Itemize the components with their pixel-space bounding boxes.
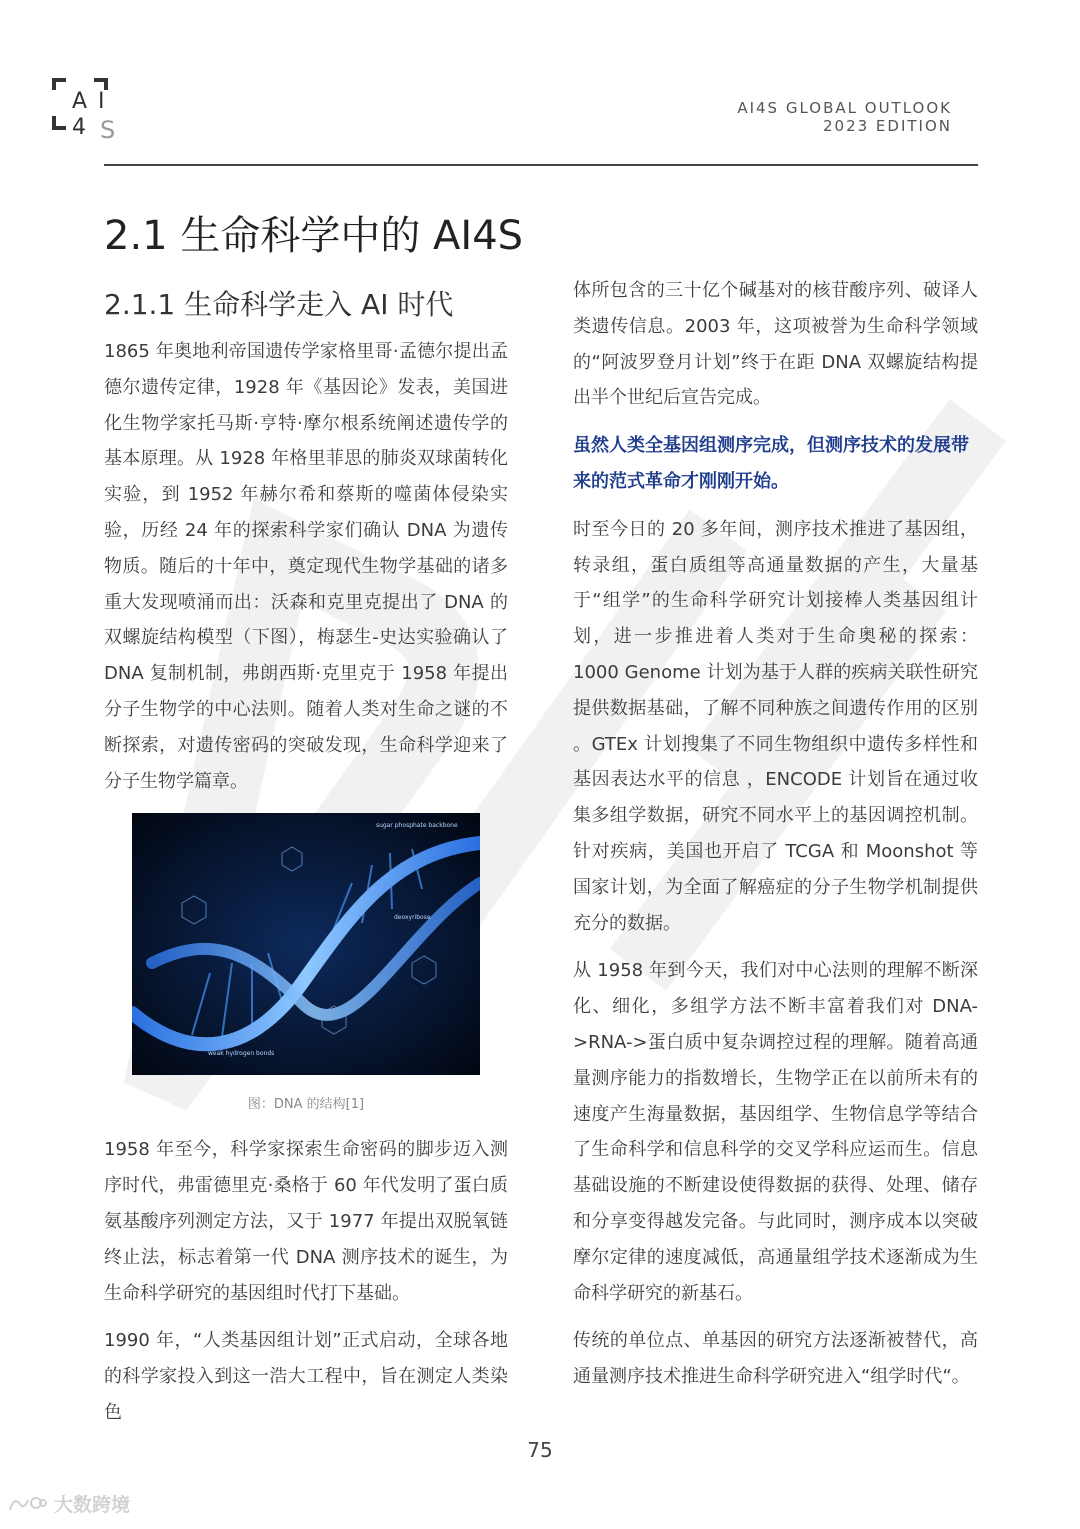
- edition-label: 2023 EDITION: [822, 117, 952, 135]
- section-title: 2.1.1 生命科学走入 AI 时代: [104, 288, 454, 321]
- paragraph: 1865 年奥地利帝国遗传学家格里哥·孟德尔提出孟德尔遗传定律，1928 年《基因论》发表，美国进化生物学家托马斯·亨特·摩尔根系统阐述遗传学的基本原理。从 1928 年格里菲思的肺炎双球菌转化实验，到 1952 年赫尔希和蔡斯的噬菌体侵染实验，历经 24 年的探索科学家们确认 DNA 为遗传物质。随后的十年中，奠定现代生物学基础的诸多重大发现喷涌而出：沃森和克里克提出了 DNA 的双螺旋结构模型（下图），梅瑟生-史达实验确认了 DNA 复制机制，弗朗西斯·克里克于 1958 年提出分子生物学的中心法则。随着人类对生命之谜的不断探索，对遗传密码的突破发现，生命科学迎来了分子生物学篇章。: [104, 341, 508, 792]
- highlight-statement: 虽然人类全基因组测序完成，但测序技术的发展带来的范式革命才刚刚开始。: [573, 435, 969, 492]
- svg-text:A: A: [72, 89, 88, 114]
- outlook-title: AI4S GLOBAL OUTLOOK: [737, 99, 952, 117]
- paragraph: 1958 年至今，科学家探索生命密码的脚步迈入测序时代，弗雷德里克·桑格于 60 年代发明了蛋白质氨基酸序列测定方法，又于 1977 年提出双脱氧链终止法，标志着第一代 DNA 测序技术的诞生，为生命科学研究的基因组时代打下基础。: [104, 1139, 508, 1304]
- deoxyribose-label: deoxyribose: [394, 914, 431, 922]
- svg-text:S: S: [100, 116, 116, 142]
- hydrogen-bonds-label: weak hydrogen bonds: [208, 1050, 275, 1058]
- paragraph: 1990 年，“人类基因组计划”正式启动，全球各地的科学家投入到这一浩大工程中，旨在测定人类染色: [104, 1330, 508, 1423]
- left-column: [104, 334, 508, 1443]
- page-number: 75: [527, 1438, 553, 1462]
- dna-figure: [132, 813, 480, 1112]
- brand-name: 大数跨境: [54, 1494, 131, 1516]
- backbone-label: sugar phosphate backbone: [376, 822, 458, 830]
- svg-text:I: I: [98, 89, 105, 114]
- ai4s-logo: [50, 76, 130, 142]
- paragraph: 时至今日的 20 多年间，测序技术推进了基因组，转录组，蛋白质组等高通量数据的产生，大量基于“组学”的生命科学研究计划接棒人类基因组计划，进一步推进着人类对于生命奥秘的探索：1000 Genome 计划为基于人群的疾病关联性研究提供数据基础，了解不同种族之间遗传作用的区别 。GTEx 计划搜集了不同生物组织中遗传多样性和基因表达水平的信息 ，ENCODE 计划旨在通过收集多组学数据，研究不同水平上的基因调控机制。针对疾病，美国也开启了 TCGA 和 Moonshot 等国家计划，为全面了解癌症的分子生物学机制提供充分的数据。: [573, 518, 978, 934]
- dna-helix-image: [132, 813, 480, 1075]
- paragraph: 体所包含的三十亿个碱基对的核苷酸序列、破译人类遗传信息。2003 年，这项被誉为生命科学领域的“阿波罗登月计划”终于在距 DNA 双螺旋结构提出半个世纪后宣告完成。: [573, 280, 978, 409]
- report-header: [737, 99, 952, 135]
- header-divider: [104, 164, 978, 166]
- paragraph: 传统的单位点、单基因的研究方法逐渐被替代，高通量测序技术推进生命科学研究进入“组学时代“。: [573, 1330, 978, 1388]
- brand-watermark: [8, 1490, 130, 1517]
- brand-logo-icon: [8, 1494, 48, 1514]
- paragraph: 从 1958 年到今天，我们对中心法则的理解不断深化、细化，多组学方法不断丰富着我们对 DNA->RNA->蛋白质中复杂调控过程的理解。随着高通量测序能力的指数增长，生物学正在以前所未有的速度产生海量数据，基因组学、生物信息学等结合了生命科学和信息科学的交叉学科应运而生。信息基础设施的不断建设使得数据的获得、处理、储存和分享变得越发完备。与此同时，测序成本以突破摩尔定律的速度减低，高通量组学技术逐渐成为生命科学研究的新基石。: [573, 960, 978, 1304]
- svg-text:4: 4: [72, 115, 86, 140]
- page-title: 2.1 生命科学中的 AI4S: [104, 213, 524, 259]
- figure-caption: 图：DNA 的结构[1]: [247, 1097, 365, 1113]
- right-column: [573, 273, 978, 1407]
